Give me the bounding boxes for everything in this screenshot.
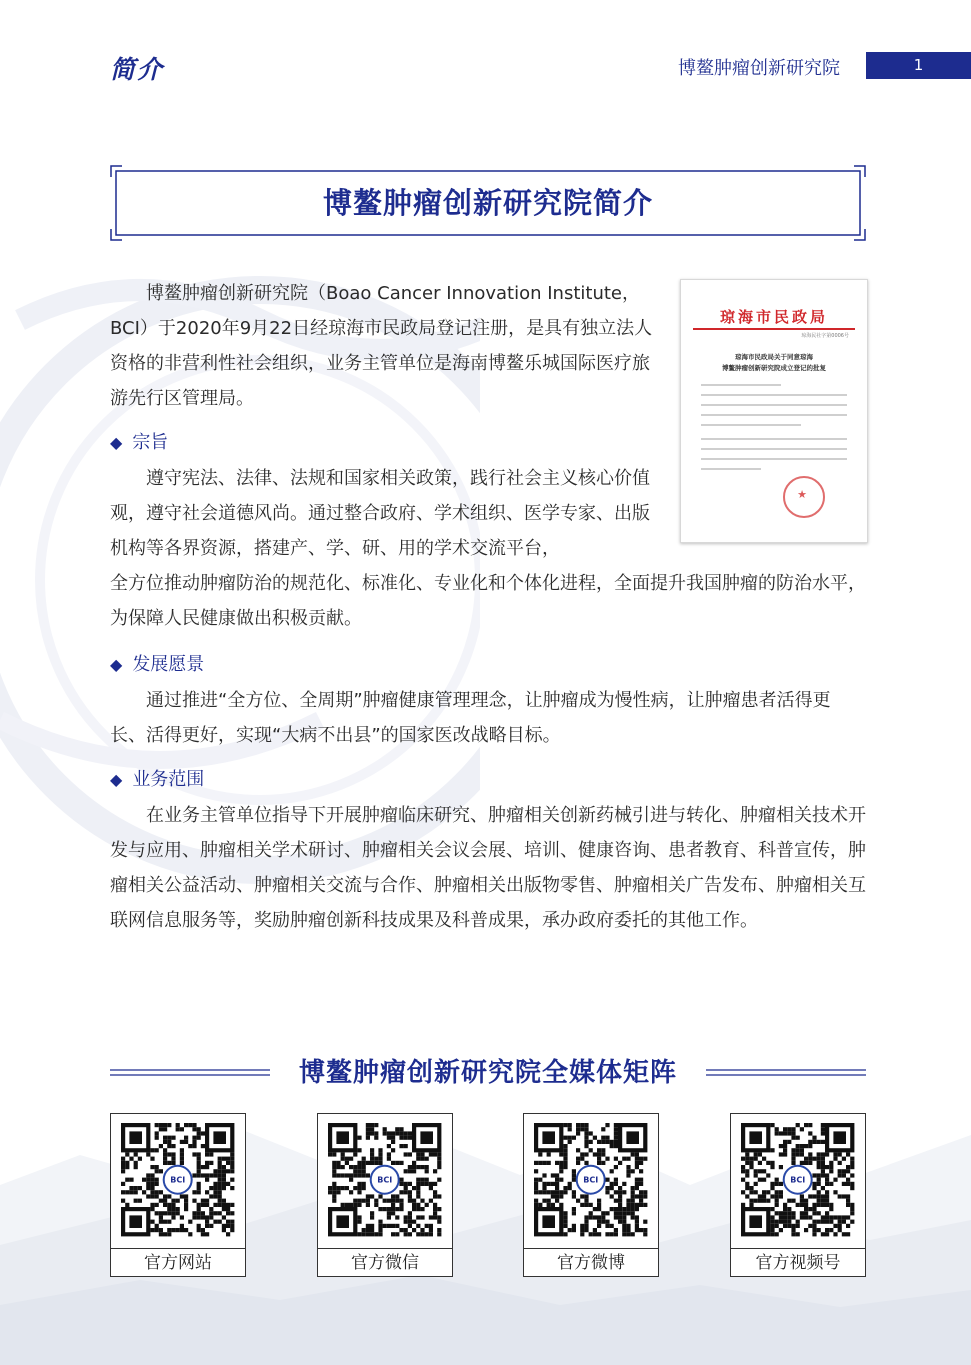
mission-paragraph-top: 遵守宪法、法律、法规和国家相关政策，践行社会主义核心价值观，遵守社会道德风尚。通过整合政府、学术组织、医学专家、出版机构等各界资源，搭建产、学、研、用的学术交流平台， xyxy=(110,468,650,559)
qr-card-video[interactable] xyxy=(730,1113,866,1277)
page-title: 博鳌肿瘤创新研究院简介 xyxy=(322,186,653,220)
media-matrix-title: 博鳌肿瘤创新研究院全媒体矩阵 xyxy=(298,1058,677,1088)
document-text-line xyxy=(701,448,847,450)
bci-logo-text: BCI xyxy=(170,1175,186,1185)
qr-label-weibo: 官方微博 xyxy=(524,1248,658,1277)
vision-paragraph: 通过推进“全方位、全周期”肿瘤健康管理理念，让肿瘤成为慢性病，让肿瘤患者活得更长、活得更好，实现“大病不出县”的国家医改战略目标。 xyxy=(110,690,831,746)
document-text-line xyxy=(701,414,847,416)
document-text-line xyxy=(701,404,847,406)
document-text-line xyxy=(701,438,847,440)
heading-rule-left xyxy=(110,1067,270,1079)
bci-logo-text: BCI xyxy=(583,1175,599,1185)
qr-card-website[interactable] xyxy=(110,1113,246,1277)
qr-code-icon[interactable] xyxy=(326,1121,444,1241)
media-matrix-heading xyxy=(110,1055,866,1091)
document-number: 琼海民社字第0006号 xyxy=(801,333,849,339)
document-text-line xyxy=(701,468,761,470)
registration-document-image xyxy=(680,279,868,543)
document-text-line xyxy=(701,458,847,460)
diamond-bullet-icon: ◆ xyxy=(110,770,123,789)
document-text-line xyxy=(701,394,847,396)
document-red-rule xyxy=(693,328,855,330)
qr-label-wechat: 官方微信 xyxy=(318,1248,452,1277)
document-text-line xyxy=(701,424,801,426)
document-title-line2: 博鳌肿瘤创新研究院成立登记的批复 xyxy=(722,364,826,372)
document-title xyxy=(681,352,867,374)
diamond-bullet-icon: ◆ xyxy=(110,433,123,452)
document-issuer: 琼海市民政局 xyxy=(719,308,828,326)
header-section-title: 简介 xyxy=(110,55,165,84)
bci-logo-text: BCI xyxy=(790,1175,806,1185)
heading-rule-right xyxy=(706,1067,866,1079)
header-org-name: 博鳌肿瘤创新研究院 xyxy=(678,58,840,79)
section-heading-label: 发展愿景 xyxy=(132,654,205,675)
qr-label-video: 官方视频号 xyxy=(731,1248,865,1277)
qr-code-icon[interactable] xyxy=(119,1121,237,1241)
qr-card-wechat[interactable] xyxy=(317,1113,453,1277)
document-title-line1: 琼海市民政局关于同意琼海 xyxy=(735,353,813,361)
diamond-bullet-icon: ◆ xyxy=(110,655,123,674)
page-number: 1 xyxy=(866,52,971,79)
section-heading-vision xyxy=(110,653,204,677)
section-heading-mission xyxy=(110,431,168,455)
bci-logo-text: BCI xyxy=(377,1175,393,1185)
seal-star-icon: ★ xyxy=(797,488,807,501)
qr-label-website: 官方网站 xyxy=(111,1248,245,1277)
intro-paragraph: 博鳌肿瘤创新研究院（Boao Cancer Innovation Institute，BCI）于2020年9月22日经琼海市民政局登记注册，是具有独立法人资格的非营利性社会组织，业务主管单位是海南博鳌乐城国际医疗旅游先行区管理局。 xyxy=(110,283,653,409)
section-heading-scope xyxy=(110,768,204,792)
qr-card-weibo[interactable] xyxy=(523,1113,659,1277)
scope-paragraph: 在业务主管单位指导下开展肿瘤临床研究、肿瘤相关创新药械引进与转化、肿瘤相关技术开发与应用、肿瘤相关学术研讨、肿瘤相关会议会展、培训、健康咨询、患者教育、科普宣传，肿瘤相关公益活动、肿瘤相关交流与合作、肿瘤相关出版物零售、肿瘤相关广告发布、肿瘤相关互联网信息服务等，奖励肿瘤创新科技成果及科普成果，承办政府委托的其他工作。 xyxy=(110,805,866,931)
section-heading-label: 业务范围 xyxy=(132,769,205,790)
document-text-line xyxy=(701,384,781,386)
qr-code-icon[interactable] xyxy=(532,1121,650,1241)
mission-paragraph-bottom: 全方位推动肿瘤防治的规范化、标准化、专业化和个体化进程，全面提升我国肿瘤的防治水平，为保障人民健康做出积极贡献。 xyxy=(110,573,866,629)
qr-code-icon[interactable] xyxy=(739,1121,857,1241)
section-heading-label: 宗旨 xyxy=(132,432,169,453)
